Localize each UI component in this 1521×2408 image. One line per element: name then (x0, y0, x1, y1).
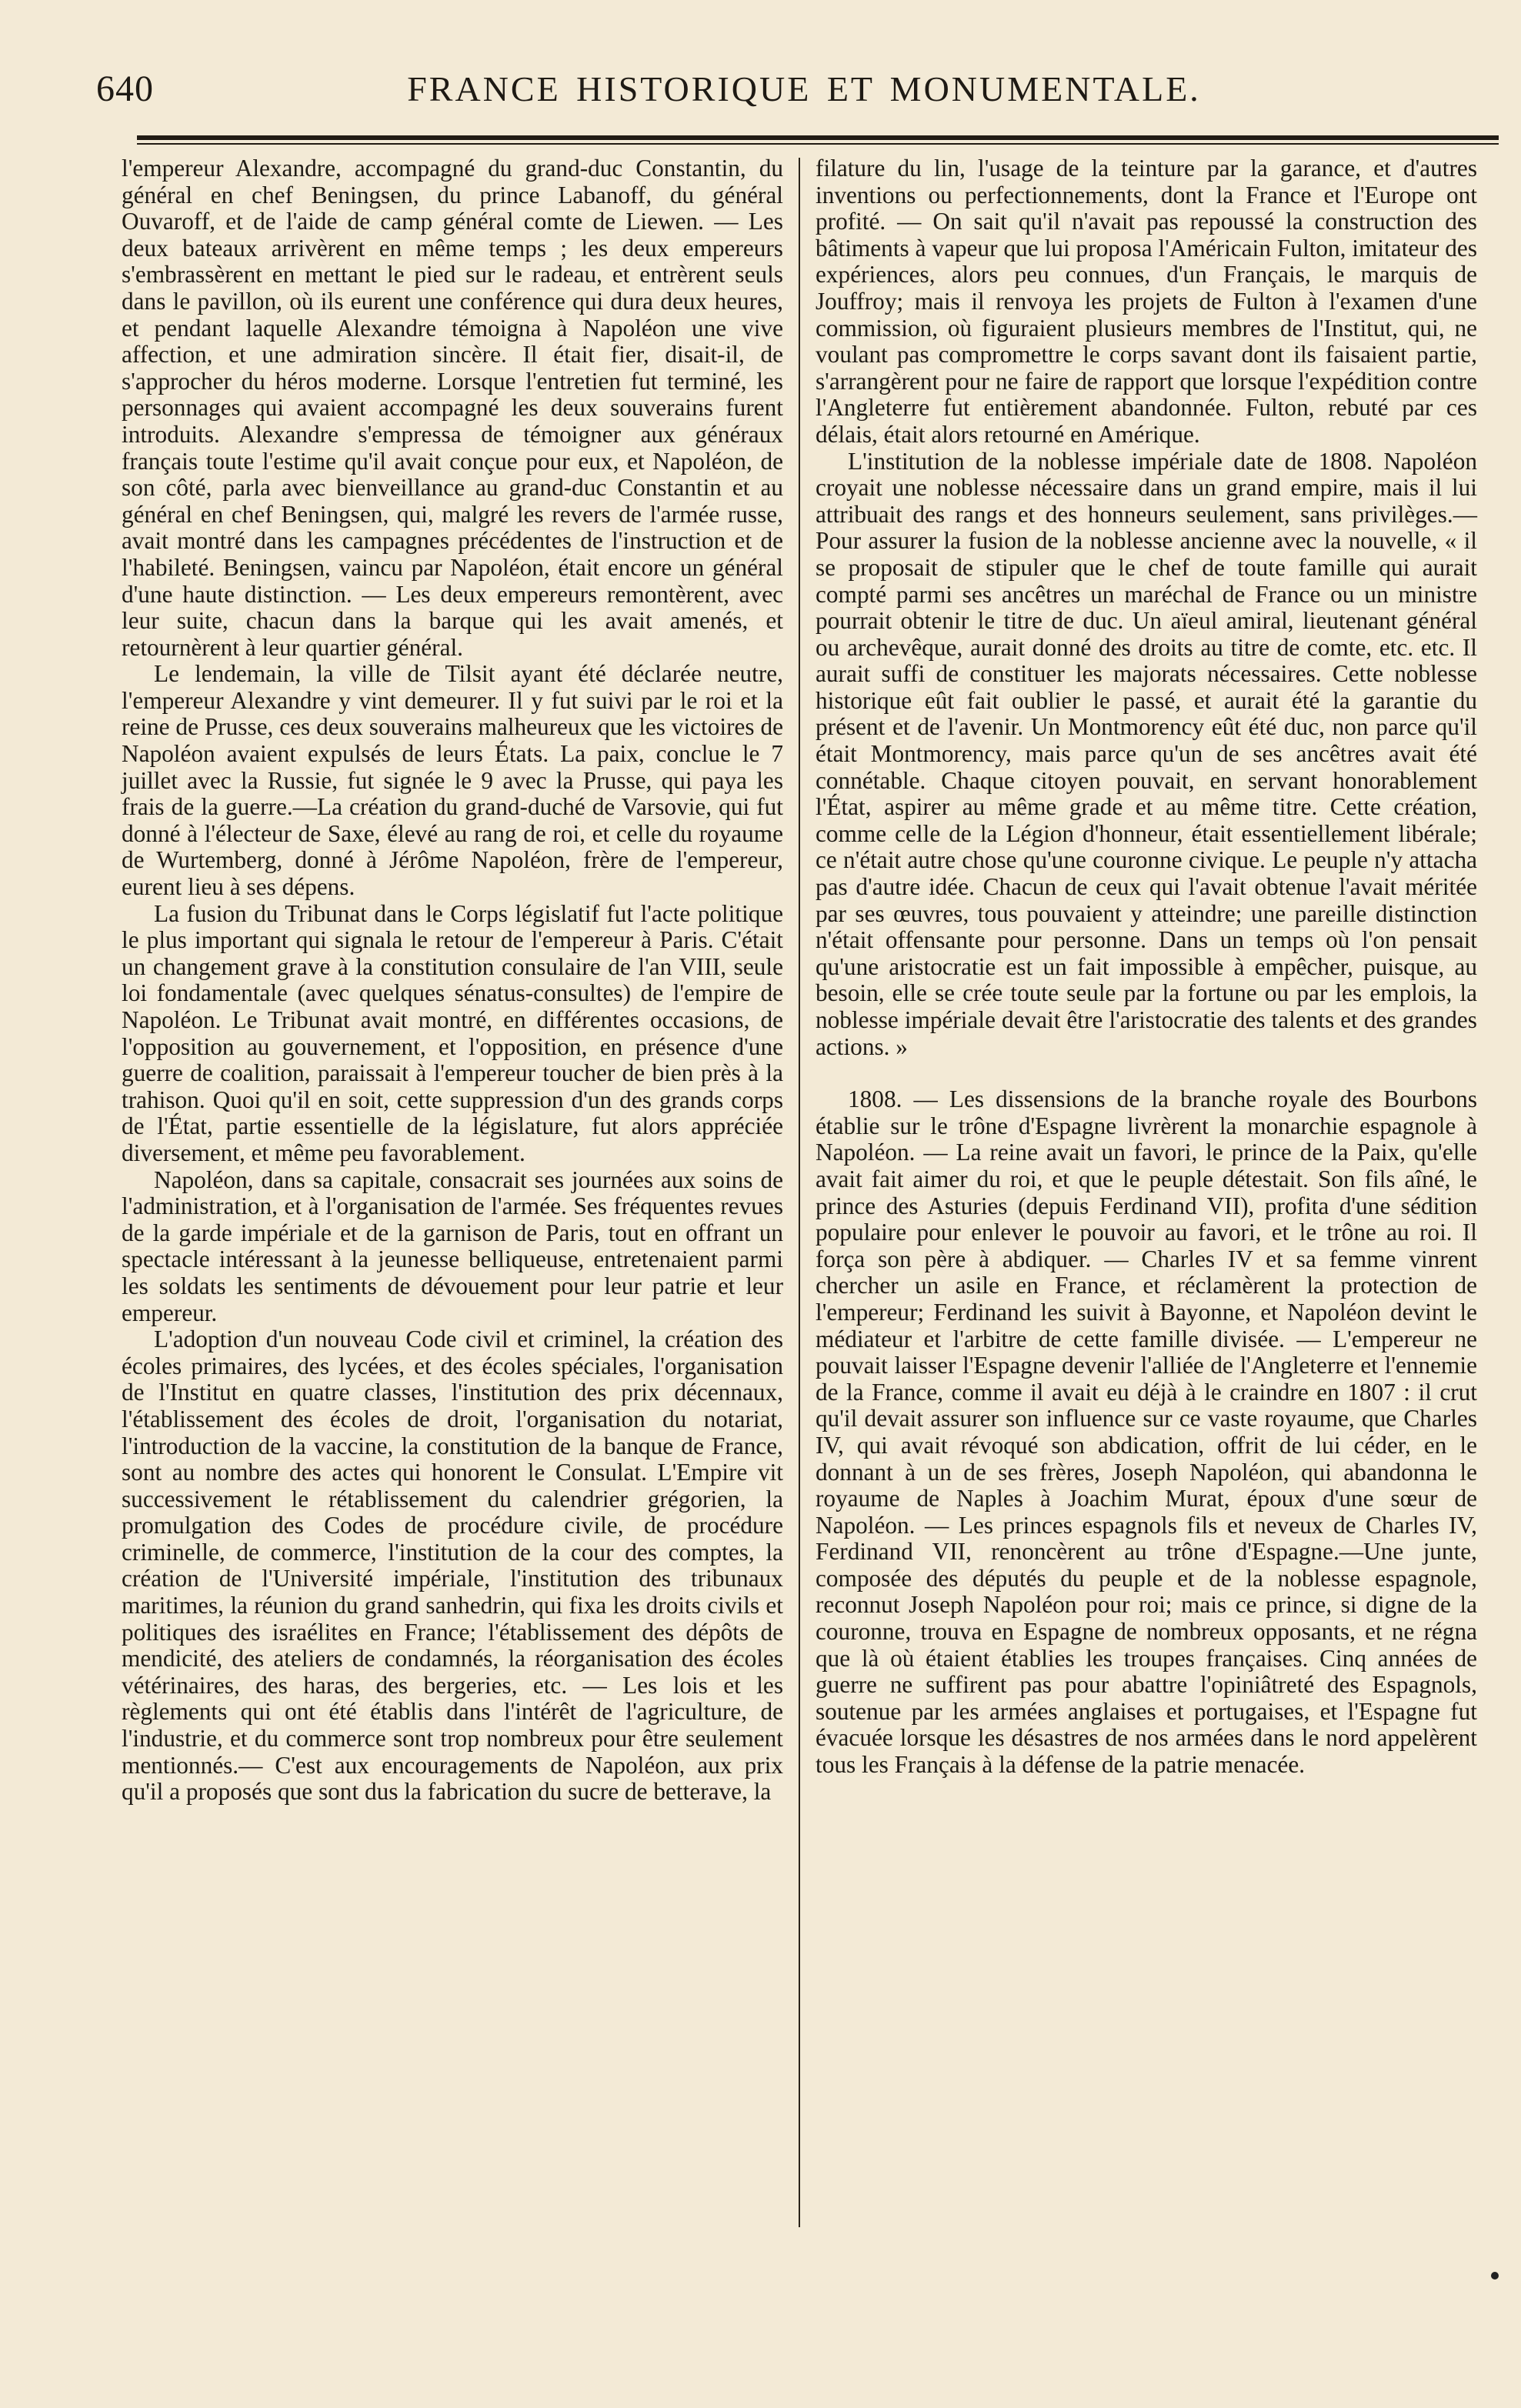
running-title: FRANCE HISTORIQUE ET MONUMENTALE. (407, 69, 1201, 108)
page-number: 640 (96, 68, 154, 109)
paragraph: Napoléon, dans sa capitale, consacrait ses journées aux soins de l'administration, et à l'organisation de l'armée. Ses fréquentes revues de la garde impériale et de la garnison de Paris, tout en offrant un spectacle intéressant à la jeunesse belliqueuse, entretenaient parmi les soldats les sentiments de dévouement pour leur patrie et leur empereur. (122, 1166, 783, 1326)
header-rule-thin (137, 143, 1499, 145)
ink-spot (1491, 2272, 1499, 2280)
right-column (816, 155, 1477, 1779)
paragraph: 1808. — Les dissensions de la branche royale des Bourbons établie sur le trône d'Espagne livrèrent la monarchie espagnole à Napoléon. — La reine avait un favori, le prince de la Paix, qu'elle avait fait aimer du roi, et que le peuple détestait. Son fils aîné, le prince des Asturies (depuis Ferdinand VII), profita d'une sédition populaire pour enlever le pouvoir au favori, et le trône au roi. Il força son père à abdiquer. — Charles IV et sa femme vinrent chercher un asile en France, et réclamèrent la protection de l'empereur; Ferdinand les suivit à Bayonne, et Napoléon devint le médiateur et l'arbitre de cette famille divisée. — L'empereur ne pouvait laisser l'Espagne devenir l'alliée de l'Angleterre et l'ennemie de la France, comme il avait eu déjà à le craindre en 1807 : il crut qu'il devait assurer son influence sur ce vaste royaume, que Charles IV, qui avait révoqué son abdication, offrit de lui céder, en le donnant à un de ses frères, Joseph Napoléon, qui abandonna le royaume de Naples à Joachim Murat, époux d'une sœur de Napoléon. — Les princes espagnols fils et neveux de Charles IV, Ferdinand VII, renoncèrent au trône d'Espagne.—Une junte, composée des députés du peuple et de la noblesse espagnole, reconnut Joseph Napoléon pour roi; mais ce prince, si digne de la couronne, trouva en Espagne de nombreux opposants, et ne régna que là où étaient établies les troupes françaises. Cinq années de guerre ne suffirent pas pour abattre l'opiniâtreté des Espagnols, soutenue par les armées anglaises et portugaises, et l'Espagne fut évacuée lorsque les désastres de nos armées dans le nord appelèrent tous les Français à la défense de la patrie menacée. (816, 1086, 1477, 1779)
paragraph: La fusion du Tribunat dans le Corps législatif fut l'acte politique le plus important qui signala le retour de l'empereur à Paris. C'était un changement grave à la constitution consulaire de l'an VIII, seule loi fondamentale (avec quelques sénatus-consultes) de l'empire de Napoléon. Le Tribunat avait montré, en différentes occasions, de l'opposition au gouvernement, et l'opposition, en présence d'une guerre de coalition, paraissait à l'empereur toucher de bien près à la trahison. Quoi qu'il en soit, cette suppression d'un des grands corps de l'État, partie essentielle de la législature, fut alors appréciée diversement, et même peu favorablement. (122, 899, 783, 1166)
paragraph: Le lendemain, la ville de Tilsit ayant été déclarée neutre, l'empereur Alexandre y vint demeurer. Il y fut suivi par le roi et la reine de Prusse, ces deux souverains malheureux que les victoires de Napoléon avaient expulsés de leurs États. La paix, conclue le 7 juillet avec la Russie, fut signée le 9 avec la Prusse, qui paya les frais de la guerre.—La création du grand-duché de Varsovie, qui fut donné à l'électeur de Saxe, élevé au rang de roi, et celle du royaume de Wurtemberg, donné à Jérôme Napoléon, frère de l'empereur, eurent lieu à ses dépens. (122, 660, 783, 901)
paragraph: filature du lin, l'usage de la teinture par la garance, et d'autres inventions ou perfectionnements, dont la France et l'Europe ont profité. — On sait qu'il n'avait pas repoussé la construction des bâtiments à vapeur que lui proposa l'Américain Fulton, imitateur des expériences, alors peu connues, d'un Français, le marquis de Jouffroy; mais il renvoya les projets de Fulton à l'examen d'une commission, où figuraient plusieurs membres de l'Institut, qui, ne voulant pas compromettre le corps savant dont ils faisaient partie, s'arrangèrent pour ne faire de rapport que lorsque l'expédition contre l'Angleterre fut entièrement abandonnée. Fulton, rebuté par ces délais, était alors retourné en Amérique. (816, 155, 1477, 448)
paragraph: L'adoption d'un nouveau Code civil et criminel, la création des écoles primaires, des lycées, et des écoles spéciales, l'organisation de l'Institut en quatre classes, l'institution des prix décennaux, l'établissement des écoles de droit, l'organisation du notariat, l'introduction de la vaccine, la constitution de la banque de France, sont au nombre des actes qui honorent le Consulat. L'Empire vit successivement le rétablissement du calendrier grégorien, la promulgation des Codes de procédure civile, de procédure criminelle, de commerce, l'institution de la cour des comptes, la création de l'Université impériale, l'institution des tribunaux maritimes, la réunion du grand sanhedrin, qui fixa les droits civils et politiques des israélites en France; l'établissement des dépôts de mendicité, des ateliers de condamnés, la réorganisation des écoles vétérinaires, des haras, des bergeries, etc. — Les lois et les règlements qui ont été établis dans l'intérêt de l'agriculture, de l'industrie, et du commerce sont trop nombreux pour être seulement mentionnés.— C'est aux encouragements de Napoléon, aux prix qu'il a proposés que sont dus la fabrication du sucre de betterave, la (122, 1326, 783, 1806)
left-column (122, 155, 783, 1806)
paragraph: l'empereur Alexandre, accompagné du grand-duc Constantin, du général en chef Beningsen, du prince Labanoff, du général Ouvaroff, et de l'aide de camp général comte de Liewen. — Les deux bateaux arrivèrent en même temps ; les deux empereurs s'embrassèrent en mettant le pied sur le radeau, et entrèrent seuls dans le pavillon, où ils eurent une conférence qui dura deux heures, et pendant laquelle Alexandre témoigna à Napoléon une vive affection, et une admiration sincère. Il était fier, disait-il, de s'approcher du héros moderne. Lorsque l'entretien fut terminé, les personnages qui avaient accompagné les deux souverains furent introduits. Alexandre s'empressa de témoigner aux généraux français toute l'estime qu'il avait conçue pour eux, et Napoléon, de son côté, parla avec bienveillance au grand-duc Constantin et au général en chef Beningsen, qui, malgré les revers de l'armée russe, avait montré dans les campagnes précédentes de l'instruction et de l'habileté. Beningsen, vaincu par Napoléon, était encore un général d'une haute distinction. — Les deux empereurs remontèrent, avec leur suite, chacun dans la barque qui les avait amenés, et retournèrent à leur quartier général. (122, 155, 783, 661)
paragraph: L'institution de la noblesse impériale date de 1808. Napoléon croyait une noblesse nécessaire dans un grand empire, mais il lui attribuait des rangs et des honneurs seulement, sans privilèges.— Pour assurer la fusion de la noblesse ancienne avec la nouvelle, « il se proposait de stipuler que le chef de toute famille qui aurait compté parmi ses ancêtres un maréchal de France ou un ministre pourrait obtenir le titre de duc. Un aïeul amiral, lieutenant général ou archevêque, aurait donné des droits au titre de comte, etc. etc. Il aurait suffi de constituer les majorats nécessaires. Cette noblesse historique eût fait oublier le passé, et aurait été la garantie du présent et de l'avenir. Un Montmorency eût été duc, non parce qu'il était Montmorency, mais parce qu'un de ses ancêtres avait été connétable. Chaque citoyen pouvait, en servant honorablement l'État, aspirer au même grade et au même titre. Cette création, comme celle de la Légion d'honneur, était essentiellement libérale; ce n'était autre chose qu'une couronne civique. Le peuple n'y attacha pas d'autre idée. Chacun de ceux qui l'avait obtenue l'avait méritée par ses œuvres, tous pouvaient y atteindre; une pareille distinction n'était offensante pour personne. Dans un temps où l'on pensait qu'une aristocratie est un fait impossible à empêcher, puisque, au besoin, elle se crée toute seule par la fortune ou par les emplois, la noblesse impériale devait être l'aristocratie des talents et des grandes actions. » (816, 447, 1477, 1060)
column-divider (799, 158, 800, 2227)
header-rule-thick (137, 135, 1499, 140)
